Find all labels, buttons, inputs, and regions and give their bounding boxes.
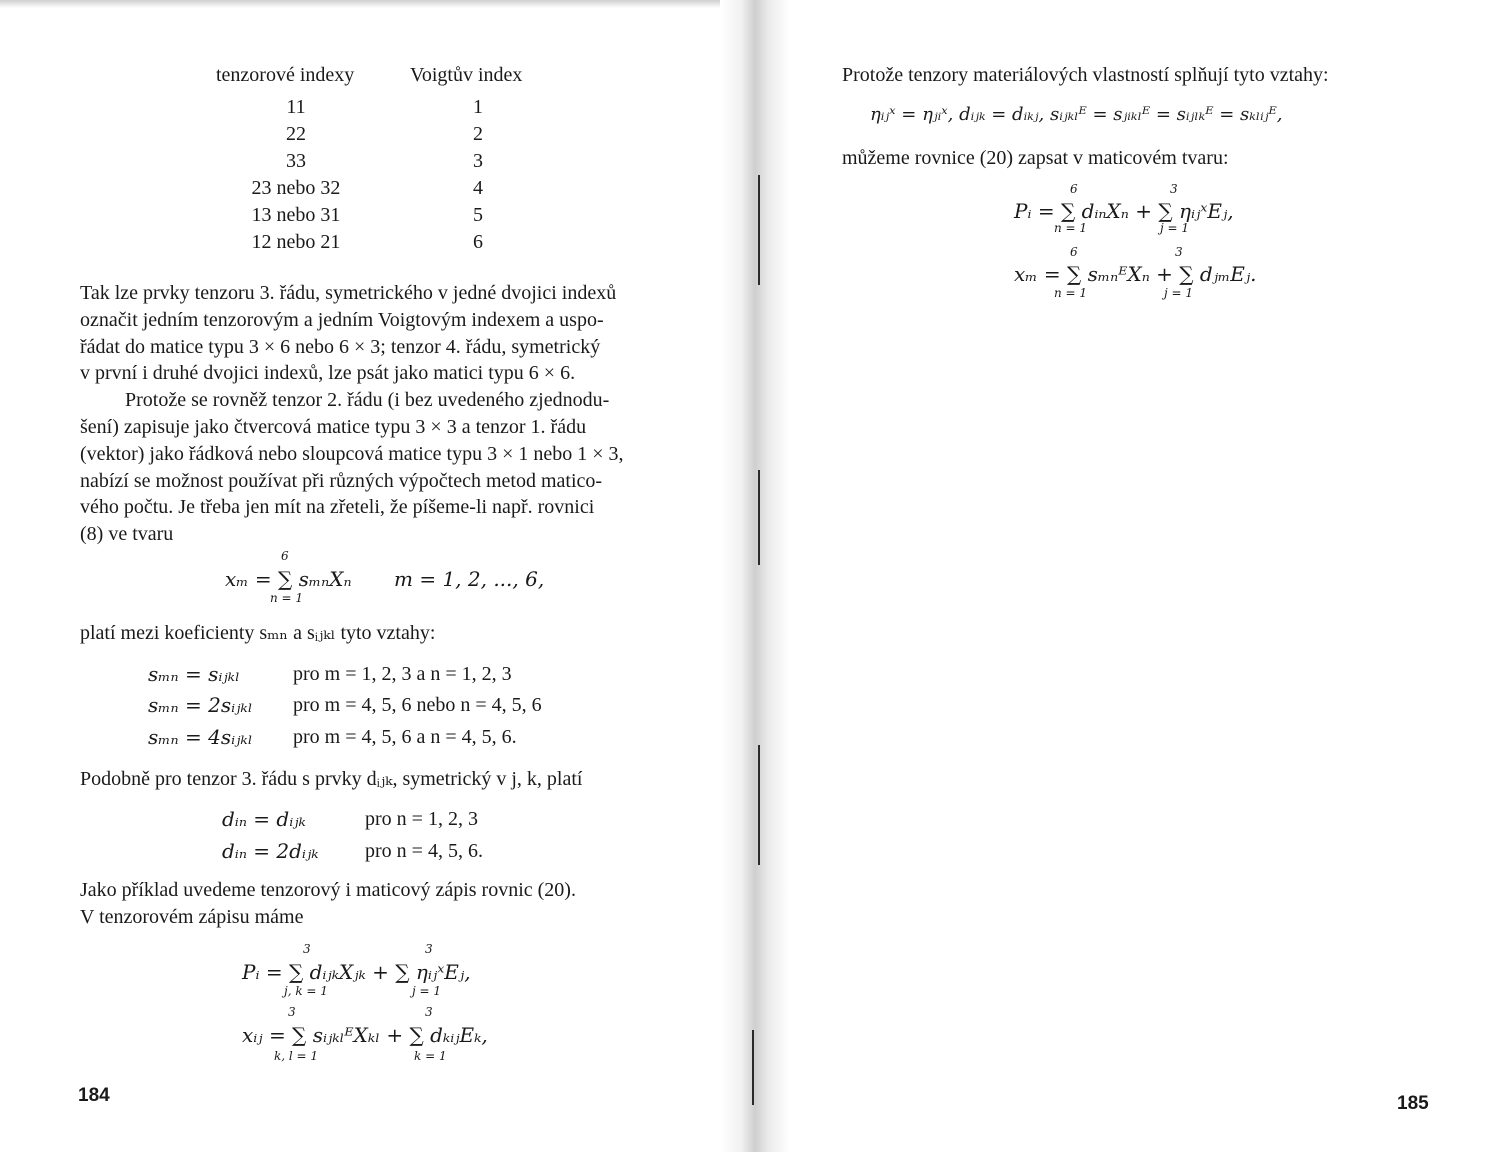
text-line: V tenzorovém zápisu máme (80, 905, 304, 928)
sum-upper-limit: 6 (1070, 245, 1078, 259)
sum-lower-limit: k = 1 (414, 1049, 447, 1063)
table-row-voigt: 3 (473, 150, 483, 172)
equation-line: Pᵢ = ∑ dᵢⱼₖXⱼₖ + ∑ ηᵢⱼˣEⱼ, (242, 960, 471, 984)
text-line: šení) zapisuje jako čtvercová matice typu 3 × 3 a tenzor 1. řádu (80, 415, 587, 438)
page-number: 184 (78, 1085, 110, 1106)
text-line: v první i druhé dvojici indexů, lze psát jako matici typu 6 × 6. (80, 362, 576, 385)
relation-condition: pro m = 1, 2, 3 a n = 1, 2, 3 (293, 663, 512, 685)
sum-upper-limit: 3 (425, 1005, 433, 1019)
gutter-line (752, 1030, 754, 1105)
text-line: Protože se rovněž tenzor 2. řádu (i bez uvedeného zjednodu- (125, 389, 610, 412)
equation-line: xᵢⱼ = ∑ sᵢⱼₖₗᴱXₖₗ + ∑ dₖᵢⱼEₖ, (242, 1023, 488, 1047)
text-line: nabízí se možnost používat při různých výpočtech metod matico- (80, 469, 603, 492)
equation-condition: m = 1, 2, ..., 6, (394, 567, 545, 591)
symmetry-relations: ηᵢⱼˣ = ηⱼᵢˣ, dᵢⱼₖ = dᵢₖⱼ, sᵢⱼₖₗᴱ = sⱼᵢₖₗᴱ = sᵢⱼₗₖᴱ = sₖₗᵢⱼᴱ, (870, 104, 1283, 125)
relation-condition: pro m = 4, 5, 6 a n = 4, 5, 6. (293, 726, 517, 748)
relation-lhs: sₘₙ = 2sᵢⱼₖₗ (148, 693, 253, 717)
page-number: 185 (1397, 1093, 1429, 1114)
sum-upper-limit: 3 (1170, 182, 1178, 196)
paragraph-1 (80, 280, 676, 548)
sum-lower-limit: n = 1 (270, 591, 304, 605)
table-row-tensor: 23 nebo 32 (251, 177, 341, 199)
sum-upper-limit: 3 (303, 942, 311, 956)
sum-upper-limit: 6 (281, 549, 289, 563)
table-row-tensor: 11 (286, 96, 306, 118)
table-header-tensor: tenzorové indexy (216, 64, 355, 86)
sum-lower-limit: j = 1 (1164, 286, 1194, 300)
sum-lower-limit: j = 1 (1160, 221, 1190, 235)
table-row-tensor: 22 (286, 123, 306, 145)
sum-lower-limit: k, l = 1 (274, 1049, 319, 1063)
table-row-tensor: 33 (286, 150, 306, 172)
intro-text: Protože tenzory materiálových vlastností splňují tyto vztahy: (842, 64, 1329, 86)
intro-text-2: můžeme rovnice (20) zapsat v maticovém tvaru: (842, 147, 1229, 169)
sum-upper-limit: 6 (1070, 182, 1078, 196)
sum-lower-limit: j, k = 1 (284, 984, 328, 998)
table-row-voigt: 5 (473, 204, 483, 226)
equation-lhs: xₘ = ∑ sₘₙXₙ (225, 567, 352, 591)
text-line: označit jedním tenzorovým a jedním Voigtovým indexem a uspo- (80, 308, 604, 331)
paragraph-5 (80, 877, 676, 931)
relation-condition: pro m = 4, 5, 6 nebo n = 4, 5, 6 (293, 694, 542, 716)
table-row-tensor: 12 nebo 21 (251, 231, 341, 253)
relation-lhs: sₘₙ = sᵢⱼₖₗ (148, 662, 240, 686)
text-line: (vektor) jako řádková nebo sloupcová matice typu 3 × 1 nebo 1 × 3, (80, 442, 624, 465)
sum-lower-limit: n = 1 (1054, 286, 1088, 300)
gutter-line (758, 470, 760, 565)
right-page (770, 0, 1506, 1152)
relation-condition: pro n = 4, 5, 6. (365, 840, 483, 862)
gutter-line (758, 175, 760, 285)
sum-upper-limit: 3 (425, 942, 433, 956)
relation-lhs: dᵢₙ = 2dᵢⱼₖ (222, 839, 319, 863)
relation-lhs: sₘₙ = 4sᵢⱼₖₗ (148, 725, 253, 749)
text-line: vého počtu. Je třeba jen mít na zřeteli, že píšeme-li např. rovnici (80, 496, 595, 519)
gutter-line (758, 745, 760, 865)
sum-lower-limit: j = 1 (412, 984, 442, 998)
paragraph-3: platí mezi koeficienty sₘₙ a sᵢⱼₖₗ tyto vztahy: (80, 622, 436, 644)
text-line: Jako příklad uvedeme tenzorový i maticový zápis rovnic (20). (80, 879, 576, 901)
sum-upper-limit: 3 (1175, 245, 1183, 259)
equation-line: xₘ = ∑ sₘₙᴱXₙ + ∑ dⱼₘEⱼ. (1014, 262, 1257, 286)
sum-lower-limit: n = 1 (1054, 221, 1088, 235)
paragraph-4: Podobně pro tenzor 3. řádu s prvky dᵢⱼₖ, symetrický v j, k, platí (80, 768, 583, 790)
table-row-voigt: 6 (473, 231, 483, 253)
left-page (0, 0, 750, 1152)
equation-line: Pᵢ = ∑ dᵢₙXₙ + ∑ ηᵢⱼˣEⱼ, (1014, 199, 1234, 223)
relation-condition: pro n = 1, 2, 3 (365, 808, 478, 830)
text-line: Tak lze prvky tenzoru 3. řádu, symetrického v jedné dvojici indexů (80, 282, 617, 304)
sum-upper-limit: 3 (288, 1005, 296, 1019)
table-row-tensor: 13 nebo 31 (251, 204, 341, 226)
relation-lhs: dᵢₙ = dᵢⱼₖ (222, 807, 306, 831)
table-row-voigt: 2 (473, 123, 483, 145)
table-header-voigt: Voigtův index (410, 64, 523, 86)
text-line: řádat do matice typu 3 × 6 nebo 6 × 3; tenzor 4. řádu, symetrický (80, 335, 601, 358)
table-row-voigt: 4 (473, 177, 483, 199)
text-line: (8) ve tvaru (80, 523, 174, 546)
table-row-voigt: 1 (473, 96, 483, 118)
